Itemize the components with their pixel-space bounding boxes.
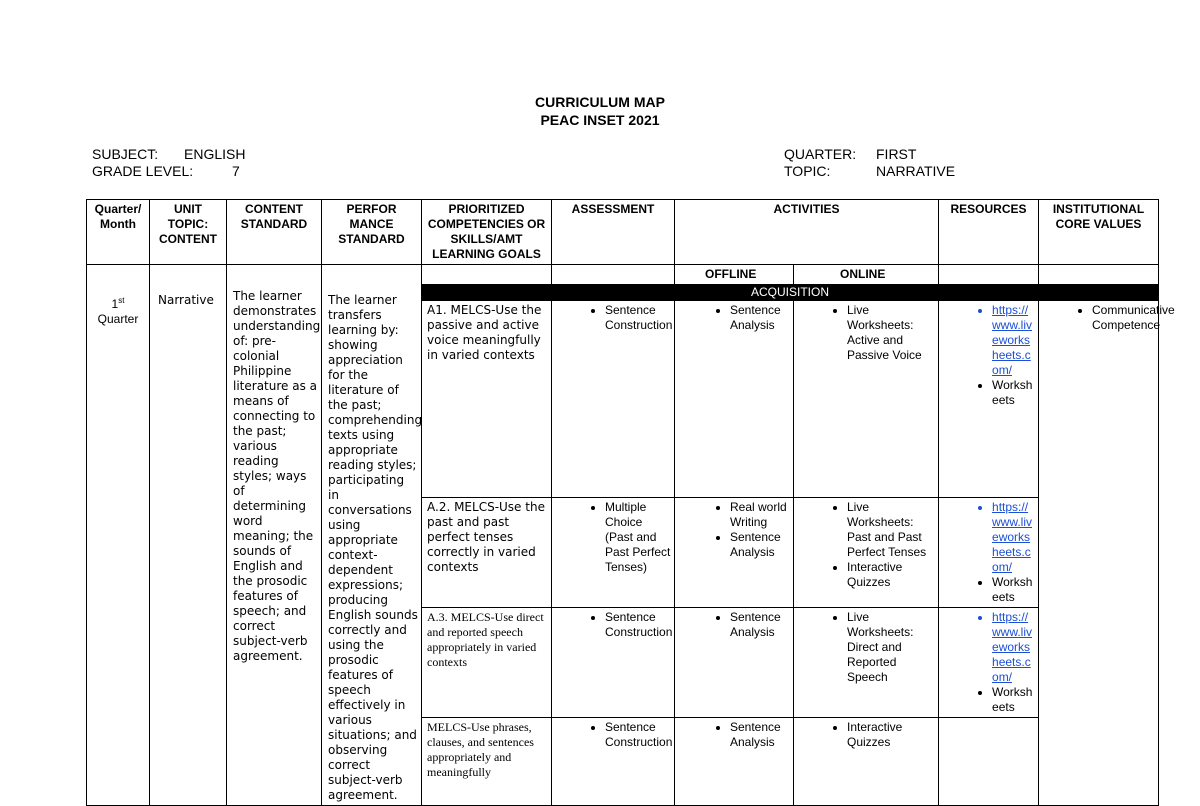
offline-item: • Sentence Analysis — [730, 303, 790, 333]
competency-text: A.3. MELCS-Use direct and reported speech appropriately in varied contexts — [422, 608, 552, 718]
core-value-item: • Communicative Competence — [1092, 303, 1155, 333]
online-cell — [794, 718, 939, 806]
quarter-label: QUARTER: — [784, 146, 857, 162]
offline-cell — [675, 301, 794, 498]
offline-cell — [675, 498, 794, 608]
quarter-suffix: st — [118, 296, 125, 305]
resource-link[interactable]: • https://www.liveworksheets.com/ — [992, 500, 1035, 575]
resources-cell — [939, 608, 1039, 718]
col-activities: ACTIVITIES — [675, 200, 939, 265]
col-competencies: PRIORITIZED COMPETENCIES OR SKILLS/AMT LEARNING GOALS — [422, 200, 552, 265]
offline-item: • Sentence Analysis — [730, 610, 790, 640]
topic-value: NARRATIVE — [876, 163, 956, 179]
subject-label: SUBJECT: — [92, 146, 159, 162]
sub-blank-4 — [1039, 265, 1159, 285]
online-item: • Interactive Quizzes — [847, 560, 935, 590]
col-resources: RESOURCES — [939, 200, 1039, 265]
grade-value: 7 — [232, 163, 240, 179]
subject-value: ENGLISH — [184, 146, 246, 162]
col-assessment: ASSESSMENT — [552, 200, 675, 265]
grade-label: GRADE LEVEL: — [92, 163, 194, 179]
assessment-item: • Multiple Choice (Past and Past Perfect Tenses) — [605, 500, 671, 575]
competency-text: A1. MELCS-Use the passive and active voice meaningfully in varied contexts — [422, 301, 552, 498]
sub-blank-1 — [422, 265, 552, 285]
resource-link[interactable]: • https://www.liveworksheets.com/ — [992, 610, 1035, 685]
quarter-value: FIRST — [876, 146, 917, 162]
assessment-cell — [552, 608, 675, 718]
col-content-standard: CONTENT STANDARD — [227, 200, 322, 265]
topic-line — [784, 163, 955, 179]
online-item: • Live Worksheets: Direct and Reported Speech — [847, 610, 935, 685]
quarter-number: 1 — [111, 297, 119, 311]
offline-item: • Sentence Analysis — [730, 720, 790, 750]
offline-item: • Real world Writing — [730, 500, 790, 530]
document-subtitle: PEAC INSET 2021 — [540, 112, 660, 128]
quarter-cell — [87, 265, 150, 806]
offline-item: • Sentence Analysis — [730, 530, 790, 560]
online-item: • Interactive Quizzes — [847, 720, 935, 750]
assessment-item: • Sentence Construction — [605, 303, 671, 333]
sub-blank-3 — [939, 265, 1039, 285]
competency-text: MELCS-Use phrases, clauses, and sentences appropriately and meaningfully — [422, 718, 552, 806]
topic-label: TOPIC: — [784, 163, 831, 179]
competency-text: A.2. MELCS-Use the past and past perfect tenses correctly in varied contexts — [422, 498, 552, 608]
subheader-row — [87, 265, 1159, 285]
document-title: CURRICULUM MAP — [535, 94, 665, 110]
content-standard-cell: The learner demonstrates understanding of: pre-colonial Philippine literature as a means of connecting to the past; various reading styles; ways of determining word meaning; the sounds of English and the prosodic features of speech; and correct subject-verb agreement. — [227, 265, 322, 806]
resources-cell — [939, 301, 1039, 498]
assessment-cell — [552, 301, 675, 498]
offline-header: OFFLINE — [675, 265, 794, 285]
acquisition-band: ACQUISITION — [422, 285, 1159, 301]
col-performance-standard: PERFOR MANCE STANDARD — [322, 200, 422, 265]
grade-line — [92, 163, 240, 179]
col-unit: UNIT TOPIC: CONTENT — [150, 200, 227, 265]
online-item: • Live Worksheets: Past and Past Perfect Tenses — [847, 500, 935, 560]
resource-item: • Worksheets — [992, 575, 1035, 605]
col-core-values: INSTITUTIONAL CORE VALUES — [1039, 200, 1159, 265]
online-cell — [794, 498, 939, 608]
assessment-cell — [552, 498, 675, 608]
online-header: ONLINE — [794, 265, 939, 285]
curriculum-table — [86, 199, 1175, 806]
sub-blank-2 — [552, 265, 675, 285]
core-values-cell — [1039, 301, 1175, 806]
offline-cell — [675, 718, 794, 806]
unit-cell: Narrative — [150, 265, 227, 806]
quarter-line — [784, 146, 916, 162]
resource-item: • Worksheets — [992, 685, 1035, 715]
offline-cell — [675, 608, 794, 718]
quarter-word: Quarter — [97, 312, 139, 326]
performance-standard-cell: The learner transfers learning by: showing appreciation for the literature of the past; comprehending texts using appropriate reading styles; participating in conversations using appropriate context-dependent expressions; producing English sounds correctly and using the prosodic features of speech effectively in various situations; and observing correct subject-verb agreement. — [322, 265, 422, 806]
resources-cell — [939, 498, 1039, 608]
header-row — [87, 200, 1159, 265]
subject-line — [92, 146, 245, 162]
resources-cell — [939, 718, 1039, 806]
resource-item: • Worksheets — [992, 378, 1035, 408]
resource-link[interactable]: • https://www.liveworksheets.com/ — [992, 303, 1035, 378]
online-cell — [794, 301, 939, 498]
assessment-item: • Sentence Construction — [605, 610, 671, 640]
assessment-item: • Sentence Construction — [605, 720, 671, 750]
online-cell — [794, 608, 939, 718]
assessment-cell — [552, 718, 675, 806]
online-item: • Live Worksheets: Active and Passive Voice — [847, 303, 935, 363]
col-quarter: Quarter/ Month — [87, 200, 150, 265]
